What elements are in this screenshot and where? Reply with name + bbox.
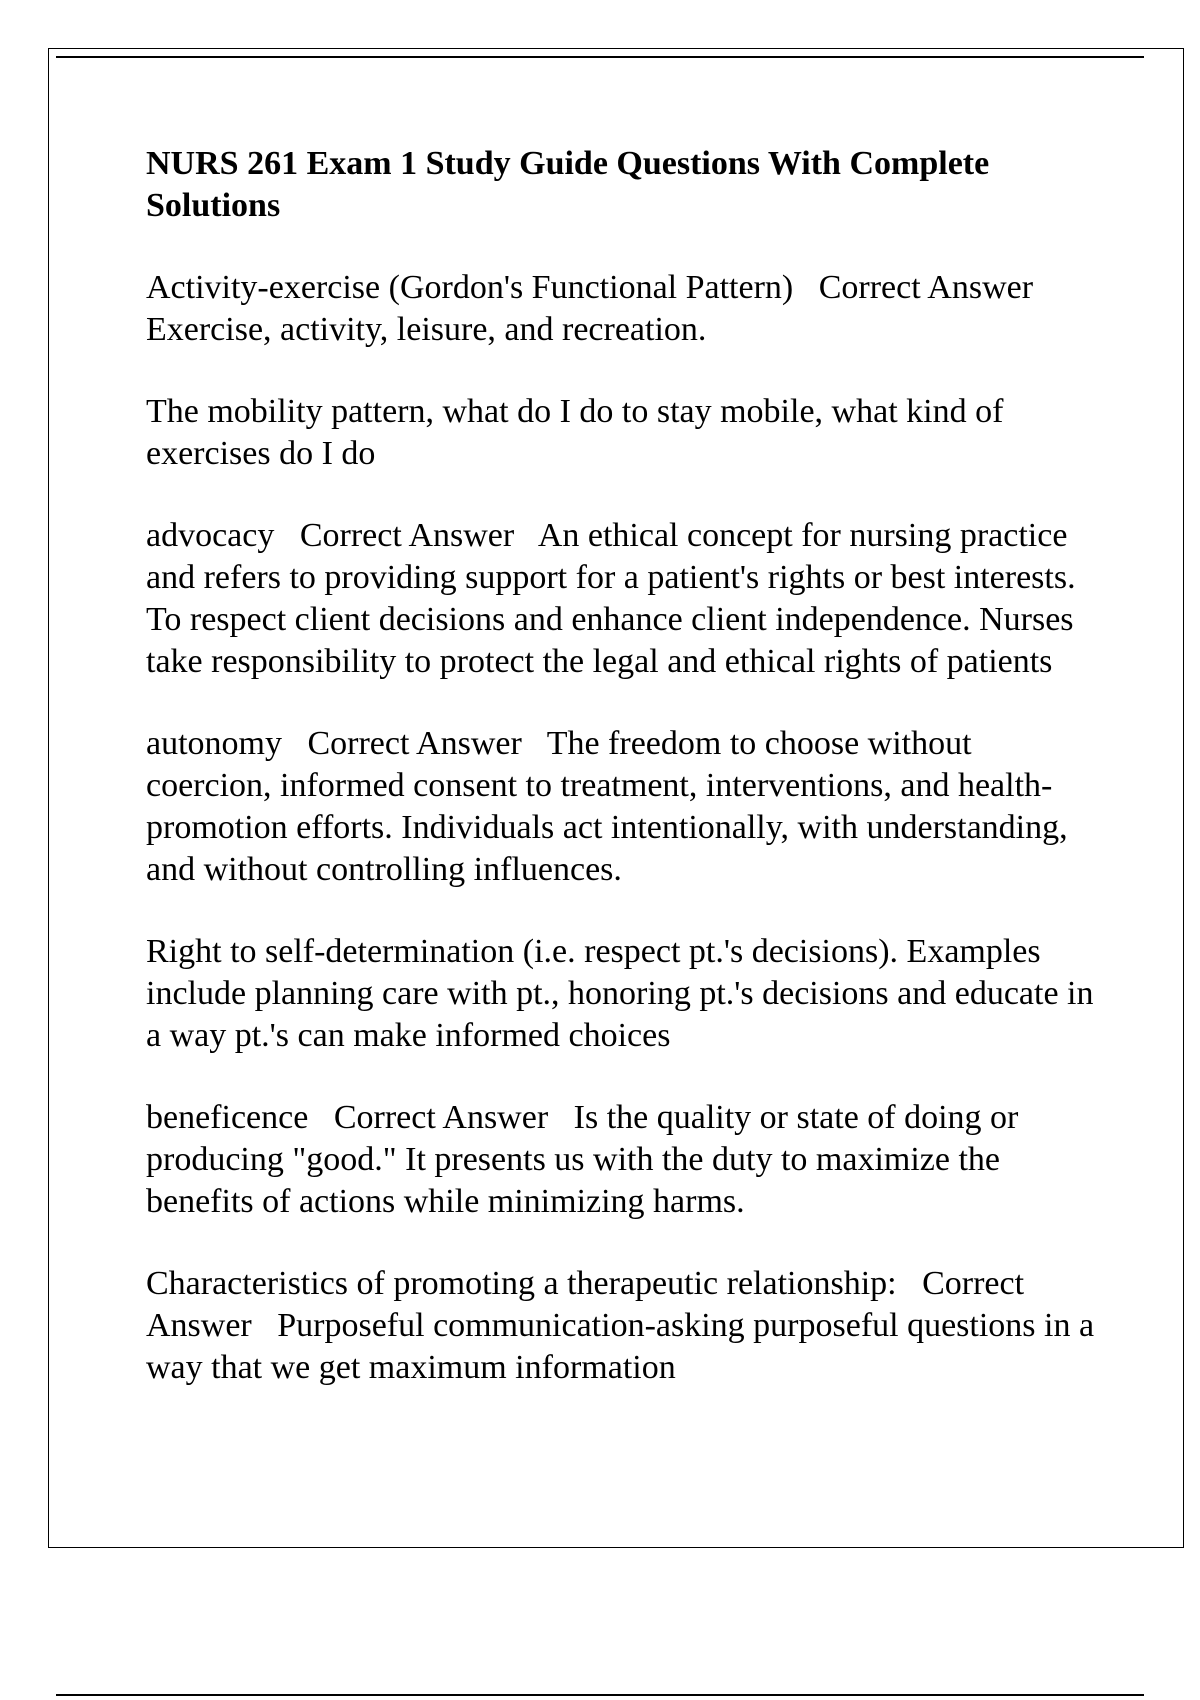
entry-mobility-pattern: The mobility pattern, what do I do to stay mobile, what kind of exercises do I do — [146, 393, 1012, 472]
entry-autonomy: autonomy Correct Answer The freedom to choose without coercion, informed consent to treatment, interventions, and health-promotion efforts. Individuals act intentionally, with understanding, and without controlling influences. — [146, 725, 1077, 888]
entry-advocacy: advocacy Correct Answer An ethical concept for nursing practice and refers to providing support for a patient's rights or best interests. To respect client decisions and enhance client independence. Nurses take responsibility to protect the legal and ethical rights of patients — [146, 517, 1084, 680]
document-body — [146, 143, 1103, 1429]
top-rule — [56, 56, 1144, 58]
entry-therapeutic-relationship: Characteristics of promoting a therapeutic relationship: Correct Answer Purposeful communication-asking purposeful questions in a way that we get maximum information — [146, 1265, 1103, 1386]
entry-self-determination: Right to self-determination (i.e. respect pt.'s decisions). Examples include planning care with pt., honoring pt.'s decisions and educate in a way pt.'s can make informed choices — [146, 933, 1103, 1054]
entry-beneficence: beneficence Correct Answer Is the quality or state of doing or producing "good." It presents us with the duty to maximize the benefits of actions while minimizing harms. — [146, 1099, 1027, 1220]
bottom-rule — [56, 1694, 1144, 1696]
entry-activity-exercise: Activity-exercise (Gordon's Functional Pattern) Correct Answer Exercise, activity, leisure, and recreation. — [146, 269, 1059, 348]
document-title: NURS 261 Exam 1 Study Guide Questions With Complete Solutions — [146, 145, 990, 224]
